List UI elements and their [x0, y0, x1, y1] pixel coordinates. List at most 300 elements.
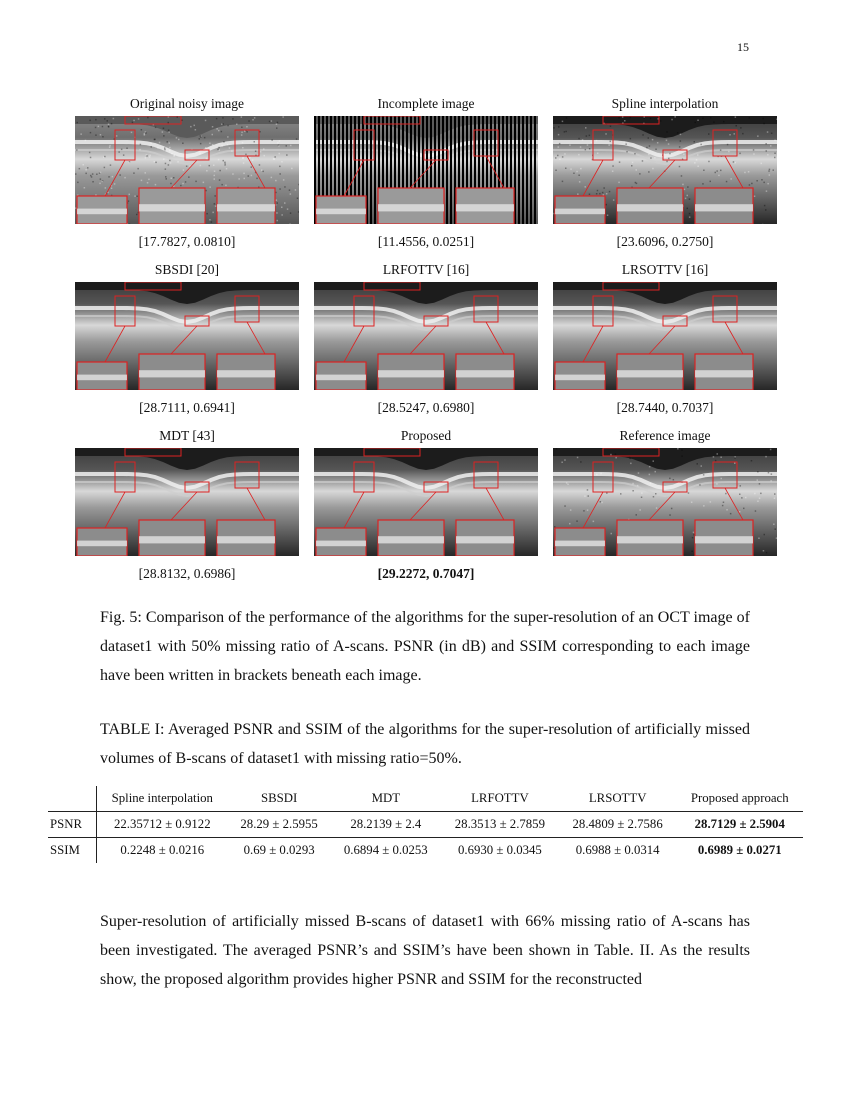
speckle-noise	[170, 183, 172, 185]
inset-layer	[217, 370, 275, 377]
speckle-noise	[632, 483, 634, 485]
speckle-noise	[691, 502, 693, 504]
speckle-noise	[679, 166, 681, 168]
panel-title: MDT [43]	[159, 428, 215, 443]
speckle-noise	[254, 117, 256, 119]
speckle-noise	[214, 203, 216, 205]
speckle-noise	[185, 181, 187, 183]
speckle-noise	[613, 199, 615, 201]
speckle-noise	[774, 140, 776, 142]
speckle-noise	[232, 173, 234, 175]
inset-layer	[316, 209, 366, 215]
speckle-noise	[102, 136, 104, 138]
speckle-noise	[251, 166, 253, 168]
speckle-noise	[688, 492, 690, 494]
speckle-noise	[100, 172, 102, 174]
speckle-noise	[626, 151, 628, 153]
page-number: 15	[737, 40, 749, 54]
speckle-noise	[564, 459, 566, 461]
speckle-noise	[105, 187, 107, 189]
speckle-noise	[589, 194, 591, 196]
speckle-noise	[761, 179, 763, 181]
speckle-noise	[195, 181, 197, 183]
speckle-noise	[655, 149, 657, 151]
speckle-noise	[733, 161, 735, 163]
speckle-noise	[558, 126, 560, 128]
speckle-noise	[764, 205, 766, 207]
speckle-noise	[139, 149, 141, 151]
speckle-noise	[566, 117, 568, 119]
speckle-noise	[761, 163, 763, 165]
speckle-noise	[261, 169, 263, 171]
speckle-noise	[649, 466, 651, 468]
speckle-noise	[710, 181, 712, 183]
panel-metrics: [28.5247, 0.6980]	[377, 400, 475, 415]
speckle-noise	[769, 174, 771, 176]
table-cell: 0.2248 ± 0.0216	[120, 843, 205, 857]
speckle-noise	[773, 524, 775, 526]
speckle-noise	[216, 128, 218, 130]
speckle-noise	[108, 124, 110, 126]
speckle-noise	[99, 183, 101, 185]
speckle-noise	[774, 153, 776, 155]
inset-layer	[617, 204, 683, 211]
table-cell: 28.29 ± 2.5955	[228, 812, 331, 838]
speckle-noise	[584, 495, 586, 497]
table-cell: 28.3513 ± 2.7859	[441, 812, 559, 838]
speckle-noise	[274, 156, 276, 158]
speckle-noise	[290, 193, 292, 195]
speckle-noise	[111, 123, 113, 125]
speckle-noise	[637, 485, 639, 487]
speckle-noise	[597, 153, 599, 155]
speckle-noise	[635, 182, 637, 184]
speckle-noise	[151, 146, 153, 148]
speckle-noise	[763, 182, 765, 184]
missing-a-scan	[522, 116, 524, 224]
panel-title: Incomplete image	[377, 96, 475, 111]
speckle-noise	[730, 513, 732, 515]
speckle-noise	[585, 186, 587, 188]
speckle-noise	[149, 156, 151, 158]
speckle-noise	[638, 472, 640, 474]
speckle-noise	[682, 184, 684, 186]
speckle-noise	[578, 138, 580, 140]
speckle-noise	[612, 165, 614, 167]
speckle-noise	[107, 120, 109, 122]
speckle-noise	[269, 121, 271, 123]
speckle-noise	[77, 182, 79, 184]
speckle-noise	[558, 134, 560, 136]
speckle-noise	[227, 125, 229, 127]
speckle-noise	[157, 147, 159, 149]
speckle-noise	[753, 149, 755, 151]
speckle-noise	[121, 149, 123, 151]
speckle-noise	[555, 157, 557, 159]
column-header: LRSOTTV	[559, 786, 677, 812]
speckle-noise	[147, 182, 149, 184]
speckle-noise	[610, 454, 612, 456]
speckle-noise	[739, 494, 741, 496]
speckle-noise	[689, 213, 691, 215]
speckle-noise	[578, 175, 580, 177]
speckle-noise	[212, 144, 214, 146]
speckle-noise	[111, 188, 113, 190]
speckle-noise	[244, 131, 246, 133]
speckle-noise	[276, 123, 278, 125]
speckle-noise	[243, 157, 245, 159]
speckle-noise	[755, 510, 757, 512]
speckle-noise	[619, 161, 621, 163]
oct-image	[314, 116, 538, 224]
speckle-noise	[602, 192, 604, 194]
speckle-noise	[286, 154, 288, 156]
inset-layer	[555, 541, 605, 547]
inset-layer	[77, 209, 127, 215]
speckle-noise	[687, 186, 689, 188]
speckle-noise	[173, 177, 175, 179]
speckle-noise	[726, 181, 728, 183]
speckle-noise	[91, 176, 93, 178]
speckle-noise	[748, 171, 750, 173]
speckle-noise	[768, 170, 770, 172]
speckle-noise	[200, 165, 202, 167]
speckle-noise	[243, 173, 245, 175]
speckle-noise	[770, 480, 772, 482]
panel-title: Spline interpolation	[611, 96, 719, 111]
speckle-noise	[137, 168, 139, 170]
speckle-noise	[108, 126, 110, 128]
speckle-noise	[289, 189, 291, 191]
speckle-noise	[625, 143, 627, 145]
inset-layer	[77, 375, 127, 381]
speckle-noise	[648, 154, 650, 156]
speckle-noise	[95, 134, 97, 136]
speckle-noise	[757, 479, 759, 481]
speckle-noise	[558, 146, 560, 148]
speckle-noise	[666, 131, 668, 133]
speckle-noise	[569, 144, 571, 146]
speckle-noise	[169, 147, 171, 149]
speckle-noise	[695, 122, 697, 124]
body-paragraph: Super-resolution of artificially missed B-scans of dataset1 with 66% missing ratio of A-scans has been investigated. The averaged PSNR’s and SSIM’s have been shown in Table. II. As the results show, the proposed algorithm provides higher PSNR and SSIM for the reconstructed	[100, 913, 750, 988]
speckle-noise	[697, 463, 699, 465]
speckle-noise	[133, 172, 135, 174]
speckle-noise	[276, 212, 278, 214]
inset-layer	[139, 536, 205, 543]
speckle-noise	[753, 153, 755, 155]
speckle-noise	[221, 184, 223, 186]
speckle-noise	[164, 149, 166, 151]
speckle-noise	[687, 195, 689, 197]
speckle-noise	[104, 167, 106, 169]
speckle-noise	[138, 118, 140, 120]
speckle-noise	[163, 158, 165, 160]
speckle-noise	[586, 135, 588, 137]
speckle-noise	[776, 537, 777, 539]
speckle-noise	[677, 132, 679, 134]
speckle-noise	[144, 133, 146, 135]
speckle-noise	[636, 169, 638, 171]
speckle-noise	[165, 163, 167, 165]
speckle-noise	[92, 181, 94, 183]
speckle-noise	[671, 119, 673, 121]
speckle-noise	[279, 173, 281, 175]
speckle-noise	[116, 135, 118, 137]
speckle-noise	[154, 139, 156, 141]
panel-metrics: [28.7440, 0.7037]	[616, 400, 714, 415]
table-caption: TABLE I: Averaged PSNR and SSIM of the algorithms for the super-resolution of artificially missed volumes of B-scans of dataset1 with missing ratio=50%.	[100, 721, 750, 767]
speckle-noise	[244, 178, 246, 180]
speckle-noise	[653, 460, 655, 462]
speckle-noise	[624, 120, 626, 122]
speckle-noise	[666, 161, 668, 163]
speckle-noise	[622, 116, 624, 118]
speckle-noise	[155, 127, 157, 129]
speckle-noise	[182, 183, 184, 185]
speckle-noise	[694, 141, 696, 143]
speckle-noise	[762, 118, 764, 120]
oct-image	[75, 448, 299, 556]
speckle-noise	[255, 151, 257, 153]
speckle-noise	[759, 483, 761, 485]
inset-layer	[617, 370, 683, 377]
speckle-noise	[564, 131, 566, 133]
speckle-noise	[165, 176, 167, 178]
column-header: MDT	[331, 786, 441, 812]
speckle-noise	[77, 122, 79, 124]
speckle-noise	[765, 456, 767, 458]
speckle-noise	[607, 215, 609, 217]
speckle-noise	[109, 147, 111, 149]
speckle-noise	[205, 147, 207, 149]
speckle-noise	[194, 125, 196, 127]
speckle-noise	[252, 159, 254, 161]
speckle-noise	[763, 550, 765, 552]
speckle-noise	[565, 131, 567, 133]
speckle-noise	[225, 185, 227, 187]
speckle-noise	[104, 156, 106, 158]
speckle-noise	[720, 149, 722, 151]
speckle-noise	[296, 138, 298, 140]
speckle-noise	[723, 121, 725, 123]
speckle-noise	[639, 509, 641, 511]
speckle-noise	[241, 127, 243, 129]
speckle-noise	[636, 514, 638, 516]
speckle-noise	[580, 168, 582, 170]
speckle-noise	[713, 456, 715, 458]
speckle-noise	[287, 208, 289, 210]
speckle-noise	[697, 120, 699, 122]
speckle-noise	[289, 223, 291, 224]
speckle-noise	[206, 170, 208, 172]
speckle-noise	[576, 171, 578, 173]
speckle-noise	[776, 119, 777, 121]
speckle-noise	[128, 200, 130, 202]
speckle-noise	[681, 455, 683, 457]
speckle-noise	[597, 190, 599, 192]
speckle-noise	[159, 142, 161, 144]
speckle-noise	[178, 139, 180, 141]
speckle-noise	[766, 190, 768, 192]
speckle-noise	[96, 174, 98, 176]
speckle-noise	[141, 180, 143, 182]
speckle-noise	[248, 175, 250, 177]
speckle-noise	[760, 493, 762, 495]
speckle-noise	[734, 457, 736, 459]
speckle-noise	[298, 184, 299, 186]
speckle-noise	[559, 143, 561, 145]
speckle-noise	[90, 175, 92, 177]
speckle-noise	[582, 139, 584, 141]
speckle-noise	[206, 213, 208, 215]
panel-title: SBSDI [20]	[154, 262, 220, 277]
table-row	[48, 812, 803, 838]
speckle-noise	[654, 157, 656, 159]
speckle-noise	[768, 472, 770, 474]
table-cell-best: 28.7129 ± 2.5904	[677, 812, 803, 838]
speckle-noise	[684, 189, 686, 191]
speckle-noise	[559, 158, 561, 160]
speckle-noise	[587, 144, 589, 146]
speckle-noise	[281, 207, 283, 209]
speckle-noise	[641, 492, 643, 494]
inset-layer	[316, 541, 366, 547]
speckle-noise	[254, 141, 256, 143]
speckle-noise	[656, 507, 658, 509]
speckle-noise	[200, 153, 202, 155]
speckle-noise	[242, 147, 244, 149]
speckle-noise	[236, 124, 238, 126]
speckle-noise	[649, 145, 651, 147]
speckle-noise	[603, 187, 605, 189]
panel-title: Proposed	[400, 428, 452, 443]
speckle-noise	[218, 147, 220, 149]
speckle-noise	[577, 457, 579, 459]
speckle-noise	[649, 474, 651, 476]
speckle-noise	[618, 182, 620, 184]
speckle-noise	[168, 122, 170, 124]
speckle-noise	[766, 150, 768, 152]
speckle-noise	[681, 449, 683, 451]
speckle-noise	[745, 497, 747, 499]
speckle-noise	[650, 483, 652, 485]
speckle-noise	[650, 118, 652, 120]
speckle-noise	[149, 155, 151, 157]
speckle-noise	[741, 497, 743, 499]
missing-a-scan	[518, 116, 520, 224]
speckle-noise	[221, 145, 223, 147]
speckle-noise	[182, 143, 184, 145]
speckle-noise	[589, 148, 591, 150]
speckle-noise	[90, 157, 92, 159]
speckle-noise	[140, 144, 142, 146]
speckle-noise	[95, 127, 97, 129]
speckle-noise	[271, 139, 273, 141]
speckle-noise	[281, 161, 283, 163]
speckle-noise	[277, 122, 279, 124]
inset-layer	[378, 204, 444, 211]
speckle-noise	[697, 166, 699, 168]
speckle-noise	[223, 141, 225, 143]
speckle-noise	[770, 145, 772, 147]
speckle-noise	[615, 457, 617, 459]
oct-image	[314, 282, 538, 390]
speckle-noise	[186, 166, 188, 168]
speckle-noise	[279, 153, 281, 155]
speckle-noise	[668, 158, 670, 160]
speckle-noise	[716, 483, 718, 485]
speckle-noise	[609, 191, 611, 193]
column-header: LRFOTTV	[441, 786, 559, 812]
speckle-noise	[87, 167, 89, 169]
speckle-noise	[118, 151, 120, 153]
inset-layer	[139, 204, 205, 211]
speckle-noise	[683, 154, 685, 156]
speckle-noise	[164, 147, 166, 149]
speckle-noise	[217, 149, 219, 151]
inset-layer	[555, 375, 605, 381]
speckle-noise	[251, 175, 253, 177]
speckle-noise	[163, 128, 165, 130]
inset-layer	[217, 536, 275, 543]
speckle-noise	[754, 196, 756, 198]
speckle-noise	[291, 168, 293, 170]
speckle-noise	[689, 216, 691, 218]
speckle-noise	[273, 158, 275, 160]
speckle-noise	[283, 179, 285, 181]
speckle-noise	[588, 495, 590, 497]
table-cell: 0.6930 ± 0.0345	[457, 843, 542, 857]
speckle-noise	[770, 449, 772, 451]
table-corner	[48, 786, 97, 812]
table-cell: 22.35712 ± 0.9122	[97, 812, 228, 838]
speckle-noise	[256, 178, 258, 180]
speckle-noise	[743, 508, 745, 510]
speckle-noise	[700, 144, 702, 146]
speckle-noise	[183, 169, 185, 171]
speckle-noise	[697, 154, 699, 156]
speckle-noise	[79, 168, 81, 170]
column-header: SBSDI	[228, 786, 331, 812]
speckle-noise	[85, 140, 87, 142]
speckle-noise	[693, 532, 695, 534]
speckle-noise	[765, 209, 767, 211]
speckle-noise	[610, 141, 612, 143]
speckle-noise	[666, 140, 668, 142]
speckle-noise	[554, 526, 556, 528]
speckle-noise	[177, 161, 179, 163]
speckle-noise	[713, 121, 715, 123]
speckle-noise	[556, 448, 558, 450]
speckle-noise	[169, 142, 171, 144]
speckle-noise	[83, 164, 85, 166]
speckle-noise	[650, 157, 652, 159]
speckle-noise	[620, 493, 622, 495]
speckle-noise	[204, 137, 206, 139]
oct-image	[75, 116, 299, 224]
speckle-noise	[284, 186, 286, 188]
speckle-noise	[570, 168, 572, 170]
speckle-noise	[717, 453, 719, 455]
speckle-noise	[610, 126, 612, 128]
panel-title: LRSOTTV [16]	[621, 262, 709, 277]
speckle-noise	[632, 162, 634, 164]
speckle-noise	[757, 501, 759, 503]
speckle-noise	[209, 186, 211, 188]
speckle-noise	[246, 126, 248, 128]
speckle-noise	[631, 165, 633, 167]
